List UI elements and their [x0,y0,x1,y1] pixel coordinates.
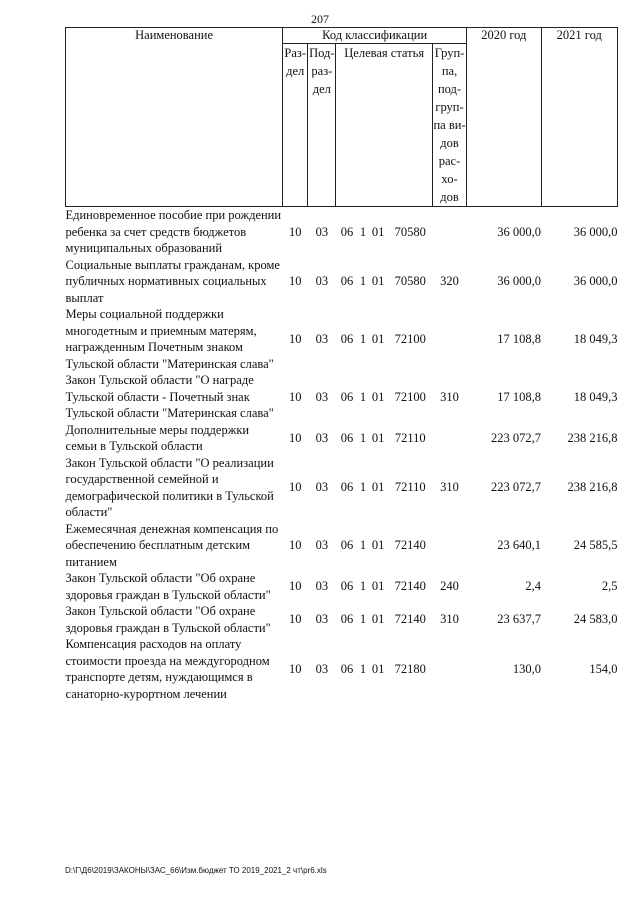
row-razdel: 10 [288,224,302,239]
row-expense-group: 240 [440,579,459,594]
row-target-event: 01 [371,538,385,552]
row-target-event: 01 [371,579,385,594]
row-target-code: 70580 [394,224,426,239]
table-row [66,372,618,422]
footer-file-path: D:\Г\Д6\2019\ЗАКОНЫ\ЗАС_66\Изм.бюджет ТО 2019_2021_2 чт\pr6.xls [65,866,327,875]
row-podrazdel: 03 [315,389,329,404]
table-row [66,422,618,455]
row-amount-2021: 36 000,0 [573,274,618,288]
row-podrazdel: 03 [315,538,329,552]
row-podrazdel: 03 [315,274,329,288]
row-target-subprogram: 1 [359,612,367,627]
row-amount-2020: 223 072,7 [491,480,542,495]
row-expense-group [432,521,466,571]
row-target-event: 01 [371,480,385,495]
row-target-subprogram: 1 [359,224,367,239]
table-row [66,636,618,702]
row-expense-group: 310 [440,480,459,495]
row-name: Закон Тульской области "О реализации государственной семейной и демографической политики в Тульской области" [65,455,274,519]
row-target-subprogram: 1 [359,430,367,445]
row-amount-2020: 2,4 [525,579,542,594]
row-razdel: 10 [288,430,302,445]
row-podrazdel: 03 [315,480,329,495]
row-podrazdel: 03 [315,331,329,346]
row-amount-2021: 238 216,8 [567,480,618,495]
row-name: Единовременное пособие при рождении ребенка за счет средств бюджетов муниципальных образований [65,208,282,255]
row-amount-2020: 130,0 [512,661,542,676]
row-expense-group: 310 [440,389,459,404]
row-expense-group: 320 [440,274,459,288]
row-amount-2021: 2,5 [601,579,618,594]
row-amount-2021: 18 049,3 [573,331,618,346]
row-amount-2020: 23 640,1 [497,538,542,552]
row-amount-2021: 238 216,8 [567,430,618,445]
row-target-code: 72140 [394,612,426,627]
row-target-event: 01 [371,430,385,445]
header-expense-group: Груп- па, под- груп- па ви- дов рас- хо- дов [432,44,466,207]
row-name: Ежемесячная денежная компенсация по обеспечению бесплатным детским питанием [65,521,279,569]
row-target-event: 01 [371,661,385,676]
row-expense-group: 310 [440,612,459,627]
row-name: Социальные выплаты гражданам, кроме публичных нормативных социальных выплат [65,257,280,305]
row-target-code: 72110 [394,480,426,495]
row-razdel: 10 [288,538,302,552]
row-target-code: 72100 [394,389,426,404]
row-expense-group [432,306,466,372]
header-name: Наименование [66,28,283,207]
row-target-subprogram: 1 [359,538,367,552]
header-year-2020: 2020 год [467,28,541,207]
row-podrazdel: 03 [315,612,329,627]
row-target-event: 01 [371,331,385,346]
row-target-program: 06 [340,224,354,239]
row-razdel: 10 [288,661,302,676]
row-target-program: 06 [340,389,354,404]
row-target-event: 01 [371,274,385,288]
row-amount-2020: 17 108,8 [497,331,542,346]
row-razdel: 10 [288,612,302,627]
row-target-program: 06 [340,661,354,676]
row-podrazdel: 03 [315,661,329,676]
row-amount-2020: 17 108,8 [497,389,542,404]
row-target-program: 06 [340,480,354,495]
row-name: Закон Тульской области "Об охране здоровья граждан в Тульской области" [65,571,271,602]
table-row [66,570,618,603]
table-row [66,603,618,636]
table-row [66,455,618,521]
row-name: Компенсация расходов на оплату стоимости проезда на междугородном транспорте детям, нуждающимся в санаторно-курортном лечении [65,637,270,701]
page-number: 207 [311,12,329,26]
row-amount-2021: 18 049,3 [573,389,618,404]
row-target-program: 06 [340,430,354,445]
row-target-program: 06 [340,612,354,627]
row-target-program: 06 [340,274,354,288]
header-year-2021: 2021 год [541,28,617,207]
row-target-code: 72100 [394,331,426,346]
row-amount-2020: 36 000,0 [497,224,542,239]
row-target-code: 72140 [394,579,426,594]
row-target-program: 06 [340,331,354,346]
row-amount-2020: 23 637,7 [497,612,542,627]
row-amount-2020: 223 072,7 [491,430,542,445]
row-target-program: 06 [340,538,354,552]
row-target-subprogram: 1 [359,331,367,346]
row-target-subprogram: 1 [359,579,367,594]
row-name: Дополнительные меры поддержки семьи в Тульской области [65,422,250,453]
row-target-event: 01 [371,389,385,404]
header-podrazdel: Под- раз- дел [308,44,336,207]
row-razdel: 10 [288,480,302,495]
row-target-code: 70580 [394,274,426,288]
row-target-event: 01 [371,612,385,627]
table-header [66,28,618,207]
table-row [66,257,618,307]
row-target-event: 01 [371,224,385,239]
row-target-subprogram: 1 [359,661,367,676]
table-row [66,207,618,257]
row-razdel: 10 [288,274,302,288]
row-razdel: 10 [288,331,302,346]
row-podrazdel: 03 [315,579,329,594]
row-amount-2020: 36 000,0 [497,274,542,288]
row-razdel: 10 [288,579,302,594]
row-amount-2021: 36 000,0 [573,224,618,239]
row-podrazdel: 03 [315,430,329,445]
table-body [66,207,618,703]
row-name: Закон Тульской области "О награде Тульской области - Почетный знак Тульской области "Материнская слава" [65,373,274,420]
row-target-code: 72140 [394,538,426,552]
header-code-group: Код классификации [283,28,467,44]
row-target-code: 72110 [394,430,426,445]
row-expense-group [432,207,466,257]
row-target-subprogram: 1 [359,389,367,404]
row-target-subprogram: 1 [359,274,367,288]
row-amount-2021: 24 585,5 [573,538,618,552]
row-amount-2021: 154,0 [589,661,618,676]
row-name: Закон Тульской области "Об охране здоровья граждан в Тульской области" [65,604,271,635]
row-expense-group [432,636,466,702]
row-amount-2021: 24 583,0 [573,612,618,627]
header-razdel: Раз- дел [283,44,308,207]
row-razdel: 10 [288,389,302,404]
row-target-code: 72180 [394,661,426,676]
row-target-program: 06 [340,579,354,594]
row-target-subprogram: 1 [359,480,367,495]
row-expense-group [432,422,466,455]
table-row [66,521,618,571]
row-podrazdel: 03 [315,224,329,239]
table-row [66,306,618,372]
header-target-article: Целевая статья [336,44,432,207]
budget-table [65,27,618,702]
row-name: Меры социальной поддержки многодетным и приемным матерям, награжденным Почетным знаком Тульской области "Материнская слава" [65,307,274,371]
